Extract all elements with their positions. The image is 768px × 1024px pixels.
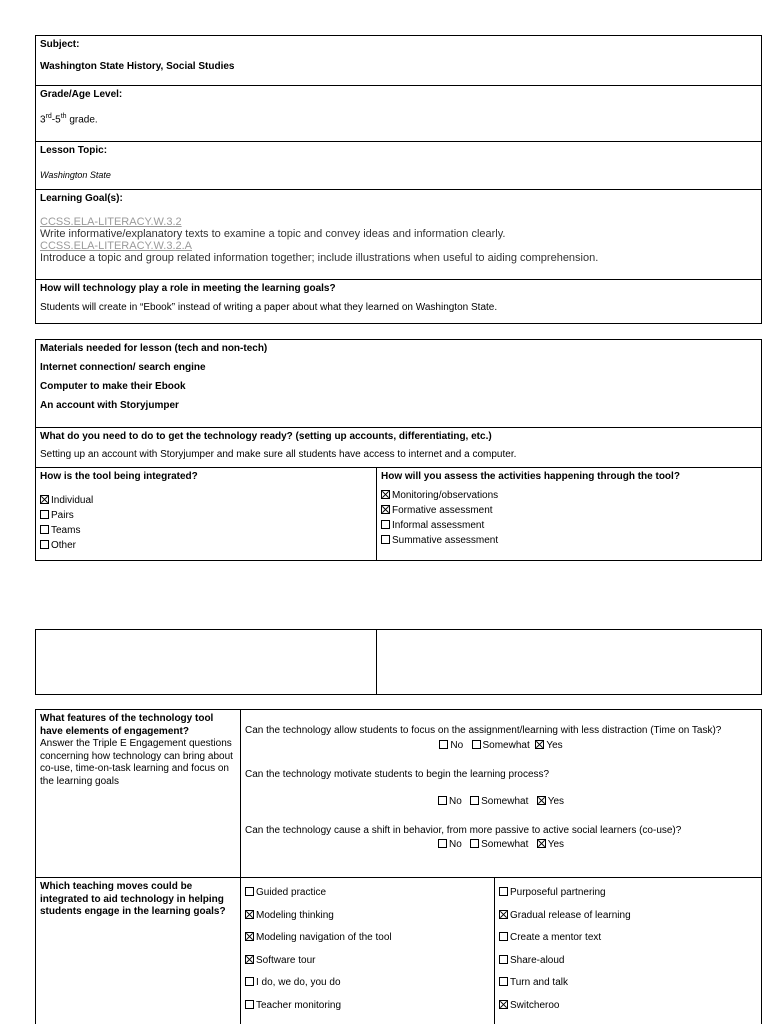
goals-label: Learning Goal(s): <box>40 193 123 204</box>
answer-row: No Somewhat Yes <box>245 739 757 753</box>
teaching-move-option-label: Teacher monitoring <box>256 999 342 1011</box>
teaching-move-option[interactable] <box>245 927 490 950</box>
goals-cell <box>36 190 761 280</box>
assessment-option[interactable] <box>381 488 757 503</box>
grade-cell <box>36 86 761 142</box>
teaching-move-option-label: I do, we do, you do <box>256 977 341 989</box>
ready-value: Setting up an account with Storyjumper and make sure all students have access to internet and a computer. <box>40 449 517 460</box>
engagement-table <box>35 709 762 1024</box>
assessment-option[interactable] <box>381 533 757 548</box>
teaching-move-option-label: Modeling navigation of the tool <box>256 932 392 944</box>
question-text: Can the technology motivate students to begin the learning process? <box>245 769 550 780</box>
integration-option[interactable] <box>40 508 372 523</box>
assessment-options <box>381 488 757 548</box>
checkbox-icon[interactable] <box>40 510 49 519</box>
grade-label: Grade/Age Level: <box>40 89 123 100</box>
checkbox-yes[interactable] <box>537 796 546 805</box>
checkbox-no[interactable] <box>438 796 447 805</box>
checkbox-icon[interactable] <box>499 932 508 941</box>
integration-option-label: Individual <box>51 495 94 506</box>
teaching-move-option-label: Create a mentor text <box>510 932 602 944</box>
checkbox-icon[interactable] <box>499 887 508 896</box>
ready-cell <box>36 428 761 468</box>
assessment-option-label: Monitoring/observations <box>392 490 499 501</box>
teaching-move-option-label: Turn and talk <box>510 977 568 989</box>
checkbox-no[interactable] <box>438 839 447 848</box>
teaching-move-option[interactable] <box>245 882 490 905</box>
teaching-move-option-label: Gradual release of learning <box>510 909 631 921</box>
assessment-option-label: Informal assessment <box>392 520 485 531</box>
integration-option[interactable] <box>40 523 372 538</box>
checkbox-icon[interactable] <box>499 977 508 986</box>
features-desc: Answer the Triple E Engagement questions concerning how technology can bring about co-use, time-on-task learning and focus on the learning goals <box>40 738 233 787</box>
checkbox-icon[interactable] <box>381 520 390 529</box>
answer-row: No Somewhat Yes <box>245 795 757 809</box>
materials-table <box>35 339 762 561</box>
integration-cell <box>36 468 377 560</box>
checked-checkbox-icon[interactable] <box>381 490 390 499</box>
teaching-move-option-label: Modeling thinking <box>256 909 334 921</box>
teaching-moves-row <box>36 878 761 1024</box>
checked-checkbox-icon[interactable] <box>245 910 254 919</box>
tech-role-label: How will technology play a role in meeting the learning goals? <box>40 283 336 294</box>
standard-text: Introduce a topic and group related information together; include illustrations when useful to aiding comprehension. <box>40 252 599 264</box>
checkbox-somewhat[interactable] <box>472 740 481 749</box>
checkbox-icon[interactable] <box>40 525 49 534</box>
standard-link[interactable]: CCSS.ELA-LITERACY.W.3.2 <box>40 216 182 228</box>
moves-right-column <box>495 878 761 1024</box>
teaching-move-option[interactable] <box>245 950 490 973</box>
checked-checkbox-icon[interactable] <box>499 1000 508 1009</box>
subject-value: Washington State History, Social Studies <box>40 61 235 72</box>
checked-checkbox-icon[interactable] <box>245 955 254 964</box>
tech-role-cell <box>36 280 761 323</box>
lesson-info-table <box>35 35 762 324</box>
checked-checkbox-icon[interactable] <box>40 495 49 504</box>
integration-option[interactable] <box>40 538 372 553</box>
checkbox-icon[interactable] <box>245 977 254 986</box>
checkbox-icon[interactable] <box>245 887 254 896</box>
teaching-move-option[interactable] <box>499 882 757 905</box>
teaching-move-option[interactable] <box>245 972 490 995</box>
teaching-move-option[interactable] <box>499 905 757 928</box>
empty-cell-left <box>36 630 377 694</box>
integration-label: How is the tool being integrated? <box>40 471 198 482</box>
teaching-move-option[interactable] <box>499 950 757 973</box>
integration-option-label: Pairs <box>51 510 74 521</box>
empty-table <box>35 629 762 695</box>
checkbox-yes[interactable] <box>537 839 546 848</box>
assessment-option-label: Formative assessment <box>392 505 493 516</box>
material-item: An account with Storyjumper <box>40 400 179 411</box>
checkbox-no[interactable] <box>439 740 448 749</box>
teaching-move-option-label: Switcheroo <box>510 999 560 1011</box>
topic-cell <box>36 142 761 190</box>
subject-label: Subject: <box>40 39 80 50</box>
integration-option-label: Other <box>51 540 77 551</box>
empty-cell-right <box>377 630 761 694</box>
teaching-move-option-label: Software tour <box>256 954 316 966</box>
assessment-option-label: Summative assessment <box>392 535 499 546</box>
standard-text: Write informative/explanatory texts to examine a topic and convey ideas and information clearly. <box>40 228 506 240</box>
checked-checkbox-icon[interactable] <box>381 505 390 514</box>
grade-value: 3rd-5th grade. <box>40 113 98 126</box>
teaching-move-option-label: Guided practice <box>256 887 327 898</box>
assessment-cell <box>377 468 761 560</box>
materials-label: Materials needed for lesson (tech and non-tech) <box>40 343 268 354</box>
topic-value: Washington State <box>40 170 111 180</box>
engagement-row <box>36 710 761 878</box>
teaching-move-option-label: Share-aloud <box>510 954 565 966</box>
assessment-option[interactable] <box>381 503 757 518</box>
checked-checkbox-icon[interactable] <box>245 932 254 941</box>
teaching-move-option[interactable] <box>245 995 490 1018</box>
checkbox-yes[interactable] <box>535 740 544 749</box>
checkbox-icon[interactable] <box>245 1000 254 1009</box>
assessment-label: How will you assess the activities happening through the tool? <box>381 471 680 482</box>
topic-label: Lesson Topic: <box>40 145 108 156</box>
question-text: Can the technology allow students to focus on the assignment/learning with less distraction (Time on Task)? <box>245 725 722 736</box>
checkbox-somewhat[interactable] <box>470 796 479 805</box>
teaching-move-option[interactable] <box>499 995 757 1018</box>
teaching-move-option[interactable] <box>245 905 490 928</box>
question-text: Can the technology cause a shift in behavior, from more passive to active social learners (co-use)? <box>245 825 682 836</box>
checkbox-icon[interactable] <box>499 955 508 964</box>
checkbox-icon[interactable] <box>381 535 390 544</box>
questions-cell <box>241 710 761 877</box>
features-cell <box>36 710 241 877</box>
moves-left-column <box>241 878 495 1024</box>
teaching-move-option[interactable] <box>499 927 757 950</box>
ready-label: What do you need to do to get the technology ready? (setting up accounts, differentiating, etc.) <box>40 431 492 442</box>
integration-option-label: Teams <box>51 525 81 536</box>
features-title: What features of the technology tool have elements of engagement? <box>40 713 214 737</box>
integration-option[interactable] <box>40 493 372 508</box>
integration-options <box>40 493 372 553</box>
assessment-option[interactable] <box>381 518 757 533</box>
moves-label: Which teaching moves could be integrated to aid technology in helping students engage in the learning goals? <box>36 878 241 1024</box>
integration-assessment-row <box>36 468 761 560</box>
subject-cell <box>36 36 761 86</box>
standard-link[interactable]: CCSS.ELA-LITERACY.W.3.2.A <box>40 240 193 252</box>
materials-cell <box>36 340 761 428</box>
teaching-move-option[interactable] <box>499 972 757 995</box>
checkbox-icon[interactable] <box>40 540 49 549</box>
teaching-move-option-label: Purposeful partnering <box>510 887 606 898</box>
answer-row: No Somewhat Yes <box>245 838 757 852</box>
material-item: Internet connection/ search engine <box>40 362 206 373</box>
tech-role-value: Students will create in “Ebook” instead of writing a paper about what they learned on Washington State. <box>40 302 498 313</box>
checkbox-somewhat[interactable] <box>470 839 479 848</box>
material-item: Computer to make their Ebook <box>40 381 186 392</box>
checked-checkbox-icon[interactable] <box>499 910 508 919</box>
